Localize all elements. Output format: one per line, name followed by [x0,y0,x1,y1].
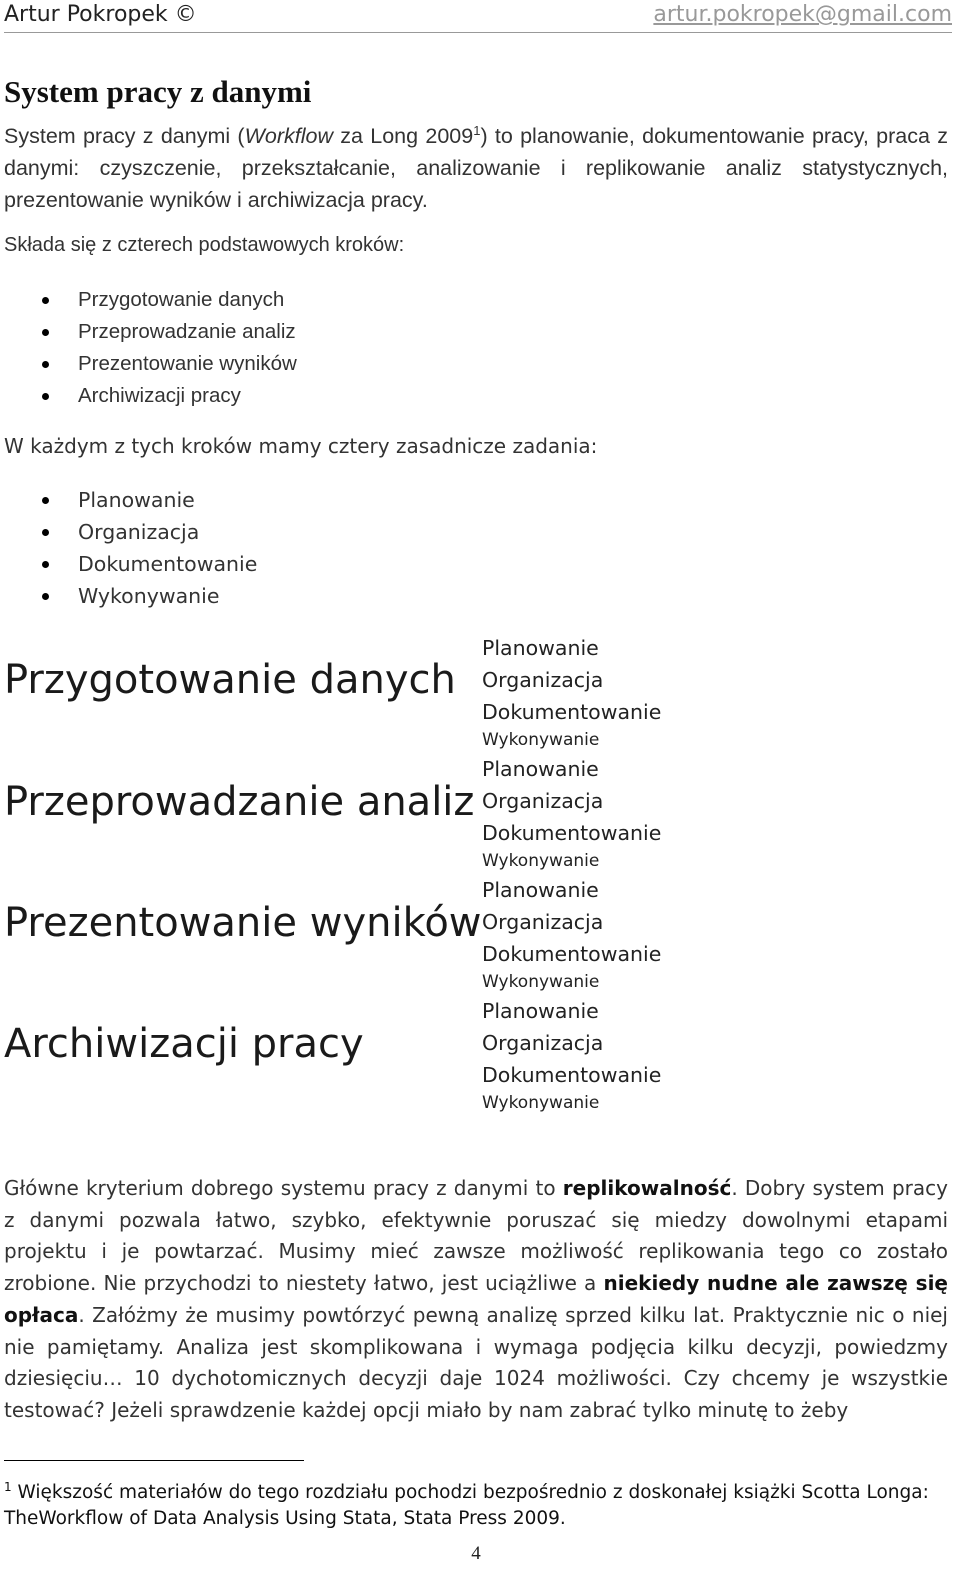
tasks-lead: W każdym z tych kroków mamy cztery zasadnicze zadania: [4,434,598,458]
diagram-step: Archiwizacji pracy [4,1021,364,1067]
bullet-icon [42,593,49,600]
list-item [0,348,297,380]
bullet-icon [42,393,49,400]
intro-text-2: za Long 2009 [333,124,474,149]
header-author: Artur Pokropek © [4,2,197,27]
list-item-label: Wykonywanie [78,584,220,608]
list-item-label: Prezentowanie wyników [78,352,297,375]
list-item [0,580,257,612]
diagram-task: Planowanie [482,757,599,781]
diagram-task: Organizacja [482,910,604,934]
footnote-mark: 1 [4,1480,12,1494]
list-item [0,484,257,516]
section-title: System pracy z danymi [4,74,312,109]
diagram-task: Planowanie [482,999,599,1023]
diagram-step: Przygotowanie danych [4,657,456,703]
bullet-icon [42,297,49,304]
intro-text-1: System pracy z danymi ( [4,124,245,149]
diagram-step: Przeprowadzanie analiz [4,779,475,825]
body-paragraph [4,1173,948,1427]
intro-workflow-term: Workflow [244,124,333,149]
page-number: 4 [471,1543,481,1564]
diagram-task: Wykonywanie [482,1093,600,1113]
diagram-task: Organizacja [482,1031,604,1055]
footnote-ref[interactable]: 1 [473,123,481,138]
diagram-task: Dokumentowanie [482,700,662,724]
list-item [0,316,297,348]
bullet-icon [42,329,49,336]
diagram-tasks [482,632,661,1116]
footnote-divider [4,1460,304,1461]
body-text-1: Główne kryterium dobrego systemu pracy z danymi to [4,1176,563,1200]
diagram-step: Prezentowanie wyników [4,900,482,946]
body-text-2: . Dobry system pracy z danymi pozwala łatwo, szybko, efektywnie poruszać się miedzy dowolnymi etapami projektu i je powtarzać. Musimy mieć zawsze możliwość replikowania tego co zostało zrobione. Nie przychodzi to niestety łatwo, jest uciążliwe a [4,1176,948,1296]
diagram-task: Dokumentowanie [482,1063,662,1087]
diagram-task: Dokumentowanie [482,942,662,966]
diagram-task: Organizacja [482,668,604,692]
steps-list [0,284,297,412]
diagram-task: Organizacja [482,789,604,813]
bullet-icon [42,497,49,504]
tasks-list [0,484,257,612]
list-item [0,380,297,412]
footnote [4,1474,948,1532]
diagram-task: Planowanie [482,636,599,660]
intro-text-3: ) to planowanie, dokumentowanie pracy, praca z danymi: czyszczenie, przekształcanie, analizowanie i replikowanie analiz statystycznych, prezentowanie wyników i archiwizacja pracy. [4,124,948,213]
list-item [0,548,257,580]
body-text-3: . Załóżmy że musimy powtórzyć pewną analizę sprzed kilku lat. Praktycznie nic o niej nie pamiętamy. Analiza jest skomplikowana i wymaga podjęcia kilku decyzji, powiedzmy dziesięciu… 10 dychotomicznych decyzji daje 1024 możliwości. Czy chcemy je wszystkie testować? Jeżeli sprawdzenie każdej opcji miało by nam zabrać tylko minutę to żeby [4,1302,948,1422]
diagram-task: Planowanie [482,878,599,902]
list-item [0,516,257,548]
bullet-icon [42,361,49,368]
steps-lead: Składa się z czterech podstawowych kroków: [4,234,405,256]
list-item-label: Organizacja [78,520,200,544]
list-item-label: Planowanie [78,488,195,512]
intro-paragraph [4,115,948,216]
bullet-icon [42,529,49,536]
list-item-label: Przygotowanie danych [78,288,285,311]
list-item [0,284,297,316]
footnote-text: Większość materiałów do tego rozdziału pochodzi bezpośrednio z doskonałej książki Scotta Longa: TheWorkflow of Data Analysis Using Stata, Stata Press 2009. [4,1482,929,1530]
header-divider [4,32,952,33]
list-item-label: Dokumentowanie [78,552,258,576]
body-bold-2: niekiedy nudne ale zawszę się opłaca [4,1271,948,1327]
list-item-label: Archiwizacji pracy [78,384,241,407]
bullet-icon [42,561,49,568]
header-email-link[interactable]: artur.pokropek@gmail.com [653,2,952,27]
list-item-label: Przeprowadzanie analiz [78,320,296,343]
diagram-task: Wykonywanie [482,851,600,871]
diagram-task: Wykonywanie [482,730,600,750]
diagram-task: Dokumentowanie [482,821,662,845]
body-bold-1: replikowalność [562,1176,732,1200]
diagram-task: Wykonywanie [482,972,600,992]
